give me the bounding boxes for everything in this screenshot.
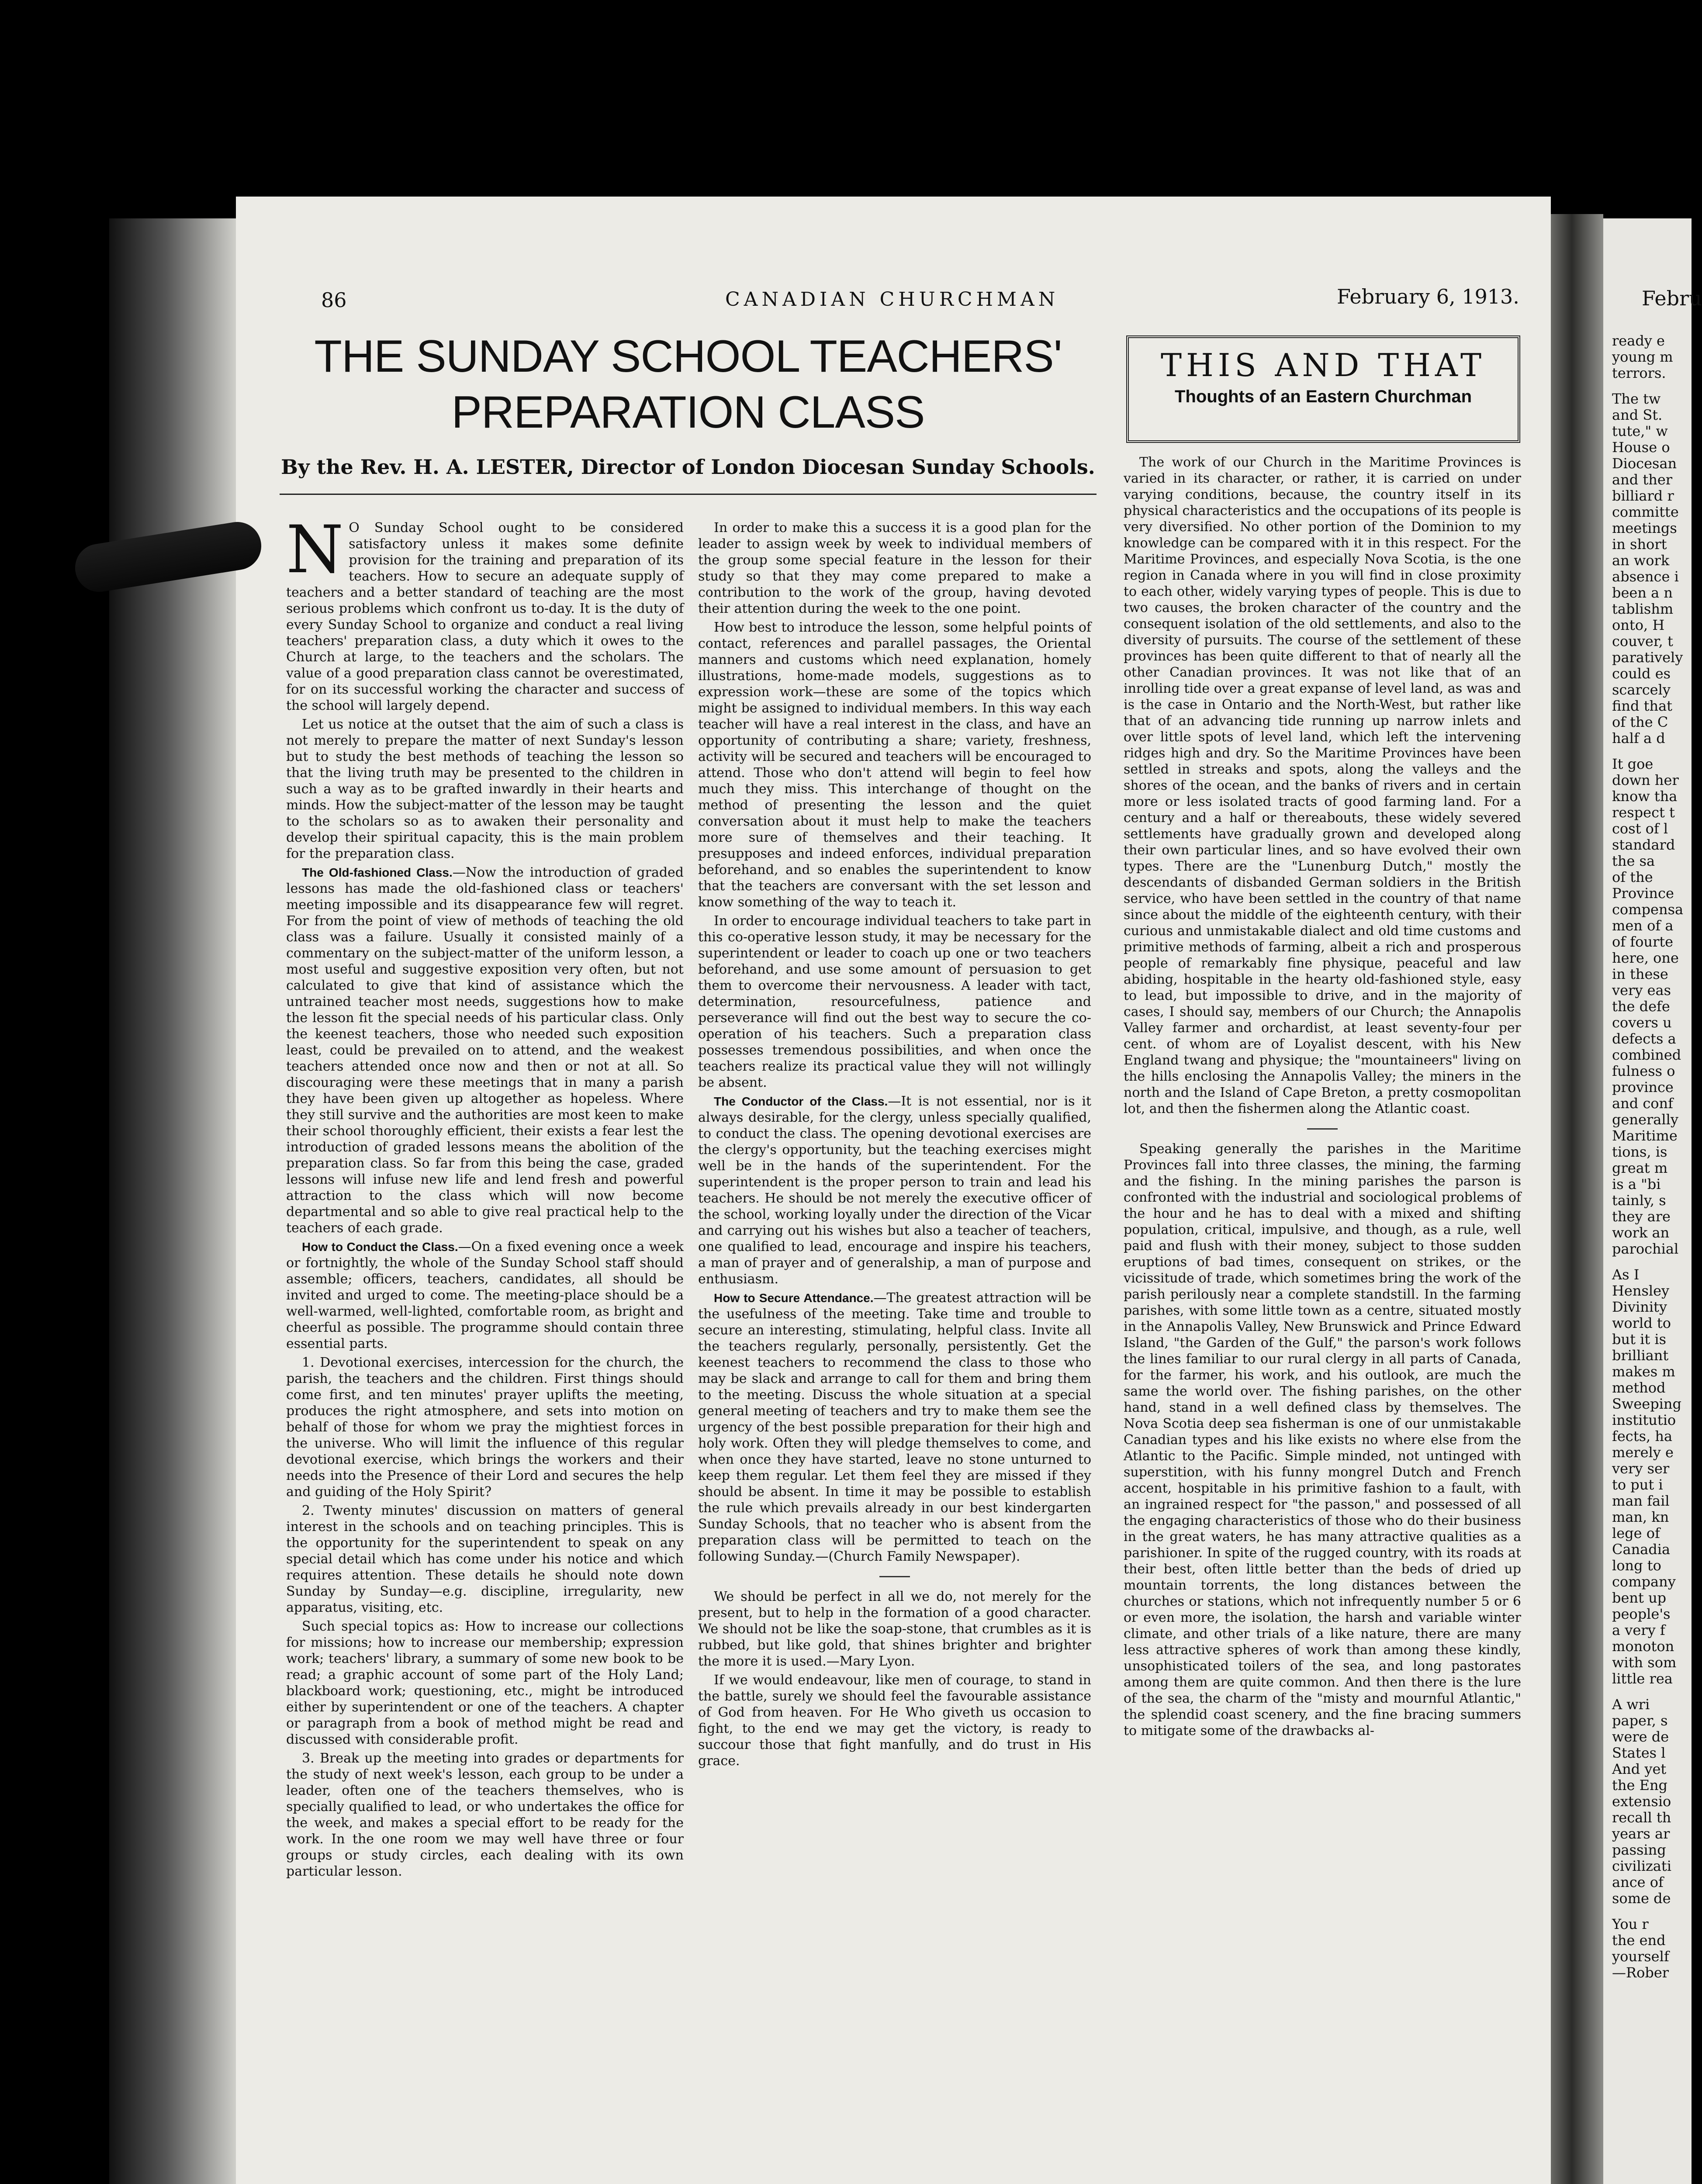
facing-page-line: institutio [1612,1412,1676,1428]
facing-page-line: were de [1612,1728,1669,1745]
facing-page-line: long to [1612,1557,1661,1574]
drop-cap: N [286,512,344,588]
article-title-line1: THE SUNDAY SCHOOL TEACHERS' [314,331,1062,382]
facing-page-line: of fourte [1612,933,1674,950]
facing-page-line: onto, H [1612,617,1665,633]
section-heading: How to Secure Attendance. [714,1291,874,1305]
facing-page-line: could es [1612,665,1671,682]
facing-page-line: cost of l [1612,820,1668,837]
facing-page-line: recall th [1612,1809,1671,1826]
facing-page-line: Maritime [1612,1127,1678,1144]
article-paragraph: The Conductor of the Class.—It is not essential, nor is it always desirable, for the clergy, unless specially qualified, to conduct the class. The opening devotional exercises are the clergy's opportunity, but the teaching exercises might well be in the hands of the superintendent. For the superintendent is the proper person to train and lead his teachers. He should be not merely the executive officer of the school, working loyally under the direction of the Vicar and carrying out his wishes but also a teacher of teachers, one qualified to lead, encourage and inspire his teachers, a man of prayer and of generalship, a man of purpose and enthusiasm. [698,1094,1091,1287]
article-paragraph: N O Sunday School ought to be considered satisfactory unless it makes some definite provision for the training and preparation of its teachers. How to secure an adequate supply of teachers and a better standard of teaching are the most serious problems which confront us to-day. It is the duty of every Sunday School to organize and conduct a real living teachers' preparation class, a duty which it owes to the Church at large, to the teachers and the scholars. The value of a good preparation class cannot be overestimated, for on its successful working the character and success of the school will largely depend. [286,512,684,713]
facing-page-line: in these [1612,966,1668,982]
facing-page-line: lege of [1612,1525,1660,1541]
facing-page-line: to put i [1612,1476,1663,1493]
facing-page-line: in short [1612,536,1667,553]
article-paragraph: How to Secure Attendance.—The greatest attraction will be the usefulness of the meeting. Take time and trouble to secure an interesting, stimulating, helpful class. Invite all the teachers regularly, personally, persistently. Get the keenest teachers to recommend the class to those who may be slack and arrange to call for them and bring them to the meeting. Discuss the whole situation at a special general meeting of teachers and try to make them see the urgency of the best possible preparation for their high and holy work. Often they will pledge themselves to come, and when once they have started, leave no stone unturned to keep them regular. Let them feel they are missed if they should be absent. In time it may be possible to establish the rule which prevails already in our best kindergarten Sunday Schools, that no teacher who is absent from the preparation class will be permitted to teach on the following Sunday.—(Church Family Newspaper). [698,1290,1091,1564]
article-byline: By the Rev. H. A. LESTER, Director of London Diocesan Sunday Schools. [281,455,1095,479]
facing-page-line: fects, ha [1612,1428,1673,1444]
facing-page-line: a very f [1612,1622,1665,1638]
facing-page-line: covers u [1612,1014,1672,1031]
facing-page-line: great m [1612,1160,1668,1176]
facing-page-line: compensa [1612,901,1684,918]
section-heading: The Old-fashioned Class. [302,866,453,879]
facing-page-line: find that [1612,698,1673,714]
facing-page-line: paratively [1612,649,1683,666]
facing-page-line: And yet [1612,1761,1667,1777]
filler-quote: We should be perfect in all we do, not merely for the present, but to help in the formation of a good character. We should not be like the soap-stone, that crumbles as it is rubbed, but like gold, that shines brighter and brighter the more it is used.—Mary Lyon. [698,1589,1091,1669]
article-paragraph: Let us notice at the outset that the aim of such a class is not merely to prepare the matter of next Sunday's lesson but to study the best methods of teaching the lesson so that the living truth may be presented to the children in such a way as to be grafted inwardly in their hearts and minds. How the subject-matter of the lesson may be taught to the scholars so as to awaken their personality and develop their spiritual capacity, this is the main problem for the preparation class. [286,717,684,861]
sidebar-column [1124,454,1521,2171]
facing-page-line: civilizati [1612,1858,1671,1874]
facing-page-header: Febru [1642,287,1702,310]
publication-date: February 6, 1913. [1337,285,1519,308]
facing-page-line: passing [1612,1842,1666,1858]
facing-page-line: brilliant [1612,1347,1669,1364]
facing-page-line: man, kn [1612,1509,1669,1525]
facing-page-line: work an [1612,1224,1670,1241]
facing-page-line: world to [1612,1315,1671,1331]
facing-page-line: and St. [1612,407,1663,423]
facing-page-line: and ther [1612,471,1673,488]
facing-page-line: company [1612,1573,1676,1590]
facing-page-line: —Rober [1612,1964,1669,1981]
sidebar-paragraph: The work of our Church in the Maritime Provinces is varied in its character, or rather, it is carried on under varying conditions, because, the country itself in its physical characteristics and the occupations of its people is very diversified. No other portion of the Dominion to my knowledge can be compared with it in this respect. For the Maritime Provinces, and especially Nova Scotia, is the one region in Canada where in you will find in close proximity to each other, widely varying types of people. This is due to two causes, the broken character of the country and the consequent isolation of the old settlements, and also to the diversity of pursuits. The course of the settlement of these provinces has been quite different to that of nearly all the other Canadian provinces. It was not like that of an inrolling tide over a great expanse of level land, as was and is the case in Ontario and the North-West, but rather like that of an advancing tide running up narrow inlets and over little spots of level land, which left the intervening ridges high and dry. So the Maritime Provinces have been settled in streaks and spots, along the valleys and the shores of the ocean, and the banks of rivers and in certain more or less isolated tracts of good farming land. For a century and a half or thereabouts, these widely severed settlements have gradually grown and developed along their own particular lines, and so have evolved their own types. There are the "Lunenburg Dutch," mostly the descendants of disbanded German soldiers in the British service, who have been settled in the country of that name since about the middle of the eighteenth century, with their curious and unmistakable dialect and old time customs and primitive methods of farming, albeit a rich and prosperous people of remarkably fine physique, peaceful and law abiding, hospitable in the hearty old-fashioned style, easy to lead, but impossible to drive, and in the majority of cases, I should say, members of our Church; the Annapolis Valley farmer and orchardist, at least seventy-four per cent. of whom are of Loyalist descent, with his New England twang and physique; the "mountaineers" living on the hills enclosing the Annapolis Valley; the miners in the north and the Island of Cape Breton, a pretty cosmopolitan lot, and then the fishermen along the Atlantic coast. [1124,455,1521,1116]
facing-page-line: scarcely [1612,681,1671,698]
facing-page-line: with som [1612,1654,1677,1671]
facing-page-line: meetings [1612,520,1677,536]
publication-name: CANADIAN CHURCHMAN [725,288,1059,311]
facing-page-line: defects a [1612,1030,1676,1047]
article-paragraph: How to Conduct the Class.—On a fixed evening once a week or fortnightly, the whole of the Sunday School staff should assemble; officers, teachers, candidates, all should be invited and urged to come. The meeting-place should be a well-warmed, well-lighted, comfortable room, as bright and cheerful as possible. The programme should contain three essential parts. [286,1239,684,1351]
facing-page-line: States l [1612,1745,1666,1761]
facing-page-line: very ser [1612,1460,1670,1477]
article-column-2 [698,520,1091,2162]
facing-page-line: but it is [1612,1331,1667,1348]
facing-page-line: Divinity [1612,1299,1667,1315]
facing-page-line: Diocesan [1612,455,1677,472]
facing-page-line: little rea [1612,1670,1673,1687]
facing-page-line: is a "bi [1612,1176,1661,1192]
facing-page-line: down her [1612,772,1679,788]
facing-page-line: young m [1612,349,1673,365]
facing-page-line: paper, s [1612,1712,1668,1729]
article-paragraph: In order to encourage individual teachers to take part in this co-operative lesson study, it may be necessary for the superintendent or leader to coach up one or two teachers beforehand, and use some amount of persuasion to get them to overcome their nervousness. A leader with tact, determination, resourcefulness, patience and perseverance will find out the best way to secure the co-operation of his teachers. Such a preparation class possesses tremendous possibilities, and when once the teachers realize its practical value they will not willingly be absent. [698,913,1091,1090]
article-paragraph: Such special topics as: How to increase our collections for missions; how to increase our membership; expression work; teachers' library, a summary of some new book to be read; a graphic account of some part of the Holy Land; blackboard work; questioning, etc., might be introduced either by superintendent or one of the teachers. A chapter or paragraph from a book of method might be read and discussed with considerable profit. [286,1619,684,1747]
facing-page-line: some de [1612,1890,1671,1907]
sidebar-divider [1307,1128,1338,1130]
facing-page-line: bent up [1612,1590,1667,1606]
facing-page-line: respect t [1612,804,1675,821]
facing-page-line: years ar [1612,1825,1670,1842]
sidebar-title-box [1126,335,1520,443]
facing-page-line: been a n [1612,584,1673,601]
facing-page-line: the defe [1612,998,1670,1015]
page-gutter-shadow [1551,214,1603,2184]
facing-page-line: parochial [1612,1241,1679,1257]
facing-page-line: As I [1612,1266,1640,1283]
facing-page-line: extensio [1612,1793,1671,1810]
sidebar-title: THIS AND THAT [1161,347,1486,384]
column-divider [879,1576,910,1577]
facing-page-line: Province [1612,885,1674,902]
page-number: 86 [321,288,347,312]
facing-page-line: Hensley [1612,1282,1670,1299]
facing-page-line: You r [1612,1916,1649,1932]
facing-page-line: tute," w [1612,423,1668,439]
facing-page-line: makes m [1612,1363,1675,1380]
facing-page-line: province [1612,1079,1674,1095]
facing-page-line: standard [1612,836,1675,853]
filler-quote: If we would endeavour, like men of courage, to stand in the battle, surely we should feel the favourable assistance of God from heaven. For He Who giveth us occasion to fight, to the end we may get the victory, is ready to succour those that fight manfully, and do trust in His grace. [698,1673,1091,1769]
sidebar-subtitle: Thoughts of an Eastern Churchman [1174,387,1472,406]
title-rule [280,494,1097,495]
article-paragraph: In order to make this a success it is a good plan for the leader to assign week by week to individual members of the group some special feature in the lesson for their study so that they may come prepared to make a contribution to the work of the group, having devoted their attention during the week to the one point. [698,520,1091,616]
article-paragraph: 1. Devotional exercises, intercession for the church, the parish, the teachers and the children. First things should come first, and ten minutes' prayer uplifts the meeting, produces the right atmosphere, and sets into motion on behalf of those for whom we pray the mightiest forces in the universe. Who will limit the influence of this regular devotional exercise, which brings the workers and their needs into the Presence of their Lord and secures the help and guiding of the Holy Spirit? [286,1355,684,1500]
facing-page-line: absence i [1612,568,1679,585]
article-paragraph: How best to introduce the lesson, some helpful points of contact, references and parallel passages, the Oriental manners and customs which need explanation, homely illustrations, home-made models, suggestions as to expression work—these are some of the topics which might be assigned to individual members. In this way each teacher will have a real interest in the class, and have an opportunity of contributing a share; variety, freshness, activity will be secured and teachers will be encouraged to attend. Those who don't attend will begin to feel how much they miss. This interchange of thought on the method of presenting the lesson and the quiet conversation about it must help to make the teachers more sure of themselves and their teaching. It presupposes and indeed enforces, individual preparation beforehand, and so enables the superintendent to know that the teachers are conversant with the set lesson and know something of the way to teach it. [698,620,1091,910]
facing-page-line: merely e [1612,1444,1674,1461]
facing-page-line: A wri [1612,1696,1650,1713]
facing-page-line: an work [1612,552,1670,569]
facing-page-line: committe [1612,504,1679,520]
facing-page-line: half a d [1612,730,1665,746]
facing-page-line: combined [1612,1047,1681,1063]
facing-page-line: generally [1612,1111,1678,1128]
facing-page-line: The tw [1612,390,1661,407]
facing-page-line: ance of [1612,1874,1664,1890]
article-paragraph: 3. Break up the meeting into grades or departments for the study of next week's lesson, each group to be under a leader, often one of the teachers themselves, who is specially qualified to lead, or who undertakes the office for the week, and makes a special effort to be ready for the work. In the one room we may well have three or four groups or study circles, each dealing with its own particular lesson. [286,1751,684,1879]
facing-page-line: Canadia [1612,1541,1671,1558]
facing-page-line: billiard r [1612,487,1674,504]
article-paragraph: The Old-fashioned Class.—Now the introduction of graded lessons has made the old-fashioned class or teachers' meeting impossible and its disappearance few will regret. For from the point of view of methods of teaching the old class was a failure. Usually it consisted mainly of a commentary on the subject-matter of the uniform lesson, a most useful and suggestive exposition very often, but not calculated to give that kind of assistance which the untrained teacher most needs, suggestions how to make the lesson fit the special needs of his particular class. Only the keenest teachers, those who needed such exposition least, could be prevailed on to attend, and the weakest teachers attended once now and then or not at all. So discouraging were these meetings that in many a parish they have been given up altogether as hopeless. Where they still survive and the authorities are most keen to make their school thoroughly efficient, their exists a fear lest the introduction of graded lessons means the abolition of the preparation class. So far from this being the case, graded lessons will infuse new life and lend fresh and powerful attraction to the class which will now become departmental and so able to give real practical help to the teachers of each grade. [286,865,684,1236]
facing-page-line: of the [1612,869,1653,885]
facing-page-line: the Eng [1612,1777,1668,1794]
facing-page-line: It goe [1612,756,1654,772]
facing-page-line: very eas [1612,982,1671,999]
facing-page-line: monoton [1612,1638,1674,1655]
facing-page-line: here, one [1612,950,1679,966]
facing-page-line: know tha [1612,788,1678,805]
article-title [280,328,1097,440]
facing-page-line: Sweeping [1612,1396,1681,1412]
facing-page-line: the sa [1612,853,1655,869]
article-column-1 [286,512,684,2136]
facing-page-line: method [1612,1379,1666,1396]
facing-page-line: fulness o [1612,1063,1675,1079]
facing-page-line: yourself [1612,1948,1669,1965]
sidebar-paragraph: Speaking generally the parishes in the Maritime Provinces fall into three classes, the mining, the farming and the fishing. In the mining parishes the parson is confronted with the industrial and sociological problems of the hour and he has to deal with a mixed and shifting population, critical, impulsive, and though, as a rule, well paid and flush with their money, subject to those sudden eruptions of bad times, consequent on strikes, or the vicissitude of trade, which sometimes bring the work of the parish perilously near a complete standstill. In the farming parishes, with some little town as a centre, situated mostly in the Annapolis Valley, New Brunswick and Prince Edward Island, "the Garden of the Gulf," the parson's work follows the lines familiar to our rural clergy in all parts of Canada, for the farmer, his work, and his outlook, are much the same the world over. The fishing parishes, on the other hand, stand in a well defined class by themselves. The Nova Scotia deep sea fisherman is one of our unmistakable Canadian types and his like exists no where else from the Atlantic to the Pacific. Simple minded, not untinged with superstition, with his funny mongrel Dutch and French accent, hospitable in his primitive fashion to a fault, with an ingrained respect for "the passon," and possessed of all the engaging characteristics of those who do their business in the great waters, he has many attractive qualities as a parishioner. In spite of the rugged country, with its roads at their best, often little better than the beds of dried up mountain torrents, the long distances between the churches or stations, which not infrequently number 5 or 6 or even more, the isolation, the harsh and variable winter climate, and other trials of a like nature, there are many less attractive spheres of work than among these kindly, unsophisticated toilers of the sea, and long pastorates among them are quite common. And then there is the lure of the sea, the charm of the "misty and mournful Atlantic," the splendid coast scenery, and the fine bracing summers to mitigate some of the drawbacks al- [1124,1141,1521,1738]
facing-page-line: tions, is [1612,1144,1667,1160]
facing-page-line: couver, t [1612,633,1673,650]
facing-page-line: of the C [1612,714,1668,730]
facing-page-line: people's [1612,1606,1671,1622]
facing-page-line: terrors. [1612,365,1666,381]
facing-page-line: they are [1612,1208,1671,1225]
section-heading: How to Conduct the Class. [302,1240,458,1254]
section-heading: The Conductor of the Class. [714,1095,888,1108]
facing-page-line: tablishm [1612,601,1674,617]
book-spine [109,218,236,2184]
facing-page-line: and conf [1612,1095,1673,1112]
facing-page-line: House o [1612,439,1670,456]
facing-page-line: ready e [1612,332,1665,349]
facing-page-line: men of a [1612,917,1674,934]
article-title-line2: PREPARATION CLASS [451,387,925,438]
article-paragraph: 2. Twenty minutes' discussion on matters of general interest in the schools and on teaching principles. This is the opportunity for the superintendent to speak on any special detail which has come under his notice and which requires attention. These details he should note down Sunday by Sunday—e.g. discipline, irregularity, new apparatus, visiting, etc. [286,1503,684,1615]
facing-page-line: man fail [1612,1493,1670,1509]
facing-page-line: the end [1612,1932,1666,1949]
facing-page-line: tainly, s [1612,1192,1666,1209]
